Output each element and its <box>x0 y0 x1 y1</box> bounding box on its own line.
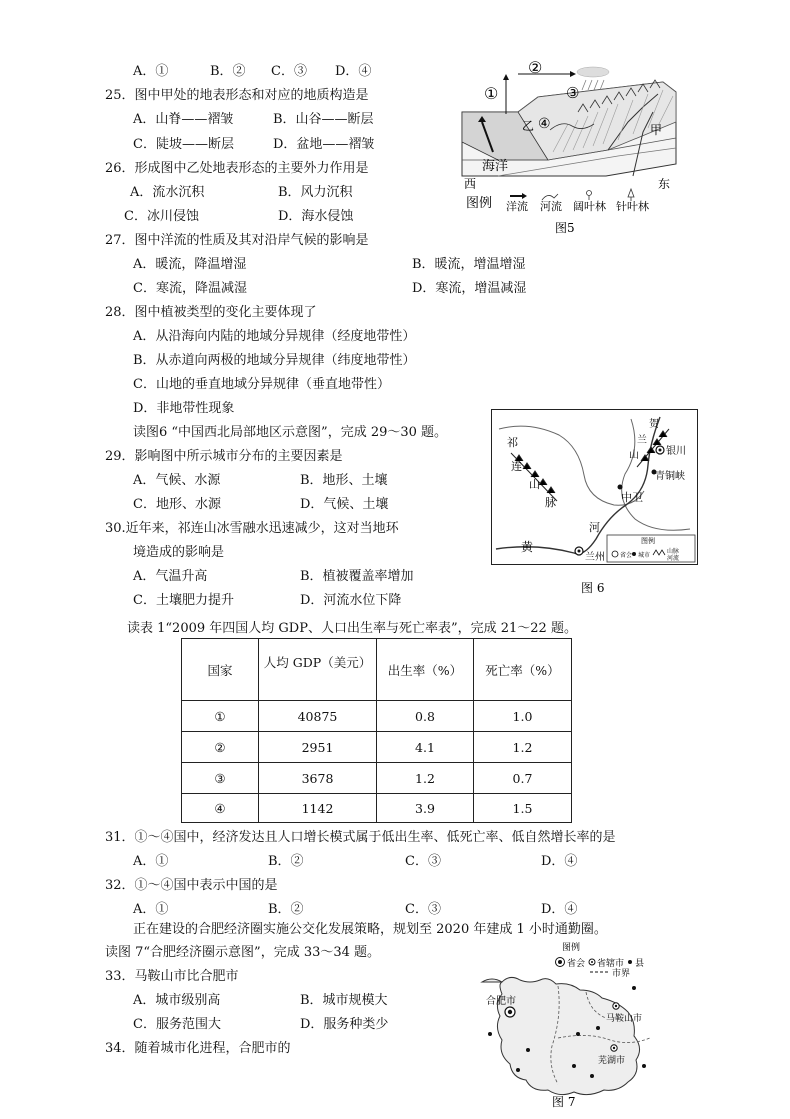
fig5-ocean: 海洋 <box>482 159 509 174</box>
fig6-city-lanzhou: 兰州 <box>585 552 605 563</box>
q25-option-b: B．山谷——断层 <box>273 112 374 127</box>
fig6-legend-mountain: 山脉 <box>667 548 680 555</box>
table-cell: 0.8 <box>377 701 474 732</box>
table-cell: 1.2 <box>474 732 572 763</box>
q27-option-d: D．寒流，增温减湿 <box>412 281 527 296</box>
table-cell: 1142 <box>259 794 377 823</box>
table-cell: ② <box>182 732 259 763</box>
fig7-legend-title: 图例 <box>562 943 581 953</box>
table-header: 出生率（%） <box>377 639 474 701</box>
fig6-intro: 读图6 “中国西北局部地区示意图”，完成 29～30 题。 <box>133 425 448 440</box>
fig6-city-zhongwei: 中卫 <box>621 491 643 504</box>
q24-option-d: D．④ <box>335 64 372 79</box>
table-header-row <box>182 639 572 701</box>
q25-option-d: D．盆地——褶皱 <box>273 137 375 152</box>
q25-option-a: A．山脊——褶皱 <box>133 112 234 127</box>
fig5-legend-river: 河流 <box>540 200 562 213</box>
table-header: 国家 <box>182 639 259 701</box>
q27-option-a: A．暖流，降温增湿 <box>133 257 247 272</box>
fig7-city-maanshan: 马鞍山市 <box>606 1014 643 1024</box>
q30-option-c: C．土壤肥力提升 <box>133 593 234 608</box>
q28-option-c: C．山地的垂直地域分异规律（垂直地带性） <box>133 377 390 392</box>
q34-stem: 34．随着城市化进程，合肥市的 <box>105 1041 291 1056</box>
q33-stem: 33．马鞍山市比合肥市 <box>105 969 239 984</box>
figure-6 <box>491 409 701 599</box>
q25-stem: 25．图中甲处的地表形态和对应的地质构造是 <box>105 88 369 103</box>
fig5-mark-2: ② <box>528 58 543 77</box>
q29-option-b: B．地形、土壤 <box>300 473 388 488</box>
q25-option-c: C．陡坡——断层 <box>133 137 234 152</box>
q32-option-b: B．② <box>268 902 304 917</box>
q32-stem: 32．①～④国中表示中国的是 <box>105 878 278 893</box>
table-cell: 4.1 <box>377 732 474 763</box>
q26-stem: 26．形成图中乙处地表形态的主要外力作用是 <box>105 161 369 176</box>
fig6-helan-2: 兰 <box>637 435 647 446</box>
table-cell: ③ <box>182 763 259 794</box>
q24-option-c: C．③ <box>271 64 307 79</box>
table-row <box>182 763 572 794</box>
fig6-helan-1: 贺 <box>649 419 659 430</box>
table-row <box>182 701 572 732</box>
fig6-qilian-1: 祁 <box>507 436 518 449</box>
fig7-city-wuhu: 芜湖市 <box>598 1056 626 1066</box>
q26-option-a: A．流水沉积 <box>130 185 205 200</box>
fig5-yi: 乙 <box>522 119 535 133</box>
q30-option-b: B．植被覆盖率增加 <box>300 569 414 584</box>
fig5-mark-1: ① <box>484 84 499 103</box>
fig7-legend-city-icon <box>589 959 595 965</box>
q28-option-d: D．非地带性现象 <box>133 401 235 416</box>
fig7-legend-capital-icon <box>556 958 565 967</box>
table-row <box>182 794 572 823</box>
table-cell: 0.7 <box>474 763 572 794</box>
q28-stem: 28．图中植被类型的变化主要体现了 <box>105 305 317 320</box>
table-cell: 1.5 <box>474 794 572 823</box>
fig5-legend-current: 洋流 <box>506 200 528 213</box>
table-1 <box>181 638 572 823</box>
q24-option-a: A．① <box>133 64 169 79</box>
fig7-legend-county: 县 <box>635 959 645 969</box>
table-cell: 3.9 <box>377 794 474 823</box>
fig6-helan-3: 山 <box>629 450 639 461</box>
q31-option-c: C．③ <box>405 854 441 869</box>
fig5-jia: 甲 <box>650 123 663 137</box>
q28-option-b: B．从赤道向两极的地域分异规律（纬度地带性） <box>133 353 416 368</box>
fig5-legend-current-icon <box>510 193 527 199</box>
fig6-legend-capital: 省会 <box>620 552 633 559</box>
fig5-caption: 图5 <box>555 221 575 234</box>
fig6-legend-city: 城市 <box>638 552 651 559</box>
q30-option-a: A．气温升高 <box>133 569 208 584</box>
fig5-mark-3: ③ <box>566 84 580 102</box>
q33-option-b: B．城市规模大 <box>300 993 388 1008</box>
figure-5 <box>458 52 688 234</box>
table-intro: 读表 1“2009 年四国人均 GDP、人口出生率与死亡率表”，完成 21～22 题。 <box>127 621 577 636</box>
fig5-legend-title: 图例 <box>466 196 493 211</box>
fig5-legend-broadleaf-icon <box>587 191 592 201</box>
table-cell: 2951 <box>259 732 377 763</box>
q33-option-a: A．城市级别高 <box>133 993 221 1008</box>
q28-option-a: A．从沿海向内陆的地域分异规律（经度地带性） <box>133 329 416 344</box>
table-header: 死亡率（%） <box>474 639 572 701</box>
q30-option-d: D．河流水位下降 <box>300 593 402 608</box>
fig5-mark-4: ④ <box>538 116 551 132</box>
q33-option-d: D．服务种类少 <box>300 1017 389 1032</box>
table-cell: 3678 <box>259 763 377 794</box>
q31-option-d: D．④ <box>541 854 578 869</box>
fig6-city-qingtongxia: 青铜峡 <box>655 471 685 482</box>
table-cell: 40875 <box>259 701 377 732</box>
fig6-city-yinchuan: 银川 <box>666 446 686 457</box>
fig5-east: 东 <box>658 177 671 191</box>
fig5-legend-broadleaf: 阔叶林 <box>573 200 606 213</box>
q26-option-d: D．海水侵蚀 <box>278 209 354 224</box>
fig5-legend-conifer: 针叶林 <box>616 200 649 213</box>
fig6-qilian-3: 山 <box>529 478 540 491</box>
q33-option-c: C．服务范围大 <box>133 1017 221 1032</box>
q27-stem: 27．图中洋流的性质及其对沿岸气候的影响是 <box>105 233 369 248</box>
fig7-legend-county-icon <box>628 960 632 964</box>
q31-option-b: B．② <box>268 854 304 869</box>
table-header: 人均 GDP（美元） <box>259 639 377 701</box>
fig6-qilian-2: 连 <box>511 460 522 473</box>
q29-option-a: A．气候、水源 <box>133 473 221 488</box>
q26-option-c: C．冰川侵蚀 <box>124 209 199 224</box>
fig7-legend-city: 省辖市 <box>597 959 625 969</box>
q32-option-a: A．① <box>133 902 169 917</box>
fig7-caption: 图 7 <box>552 1095 576 1109</box>
q31-stem: 31．①～④国中，经济发达且人口增长模式属于低出生率、低死亡率、低自然增长率的是 <box>105 830 616 845</box>
q26-option-b: B．风力沉积 <box>278 185 353 200</box>
fig6-legend-capital-icon <box>612 551 618 557</box>
q27-option-c: C．寒流，降温减湿 <box>133 281 247 296</box>
table-cell: ④ <box>182 794 259 823</box>
table-row <box>182 732 572 763</box>
fig7-city-hefei: 合肥市 <box>486 996 516 1007</box>
fig6-river-he: 河 <box>589 521 600 534</box>
fig7-intro: 读图 7“合肥经济圈示意图”，完成 33～34 题。 <box>105 945 381 960</box>
fig7-paragraph: 正在建设的合肥经济圈实施公交化发展策略，规划至 2020 年建成 1 小时通勤圈。 <box>133 922 607 937</box>
fig6-legend-city-icon <box>632 552 636 556</box>
q32-option-d: D．④ <box>541 902 578 917</box>
q29-option-d: D．气候、土壤 <box>300 497 389 512</box>
fig6-legend-title: 图例 <box>641 537 655 545</box>
fig5-west: 西 <box>464 177 477 191</box>
table-cell: 1.2 <box>377 763 474 794</box>
fig6-qilian-4: 脉 <box>545 496 556 509</box>
q29-option-c: C．地形、水源 <box>133 497 221 512</box>
table-cell: ① <box>182 701 259 732</box>
fig6-caption: 图 6 <box>581 581 605 595</box>
q32-option-c: C．③ <box>405 902 441 917</box>
q29-stem: 29．影响图中所示城市分布的主要因素是 <box>105 449 343 464</box>
fig7-legend-capital: 省会 <box>567 959 586 969</box>
fig6-river-huang: 黄 <box>521 540 534 554</box>
figure-7 <box>466 938 662 1114</box>
q30-stem-line2: 境造成的影响是 <box>133 545 225 560</box>
q31-option-a: A．① <box>133 854 169 869</box>
fig6-legend-river: 河流 <box>667 555 680 562</box>
q27-option-b: B．暖流，增温增湿 <box>412 257 526 272</box>
q30-stem-line1: 30.近年来，祁连山冰雪融水迅速减少，这对当地环 <box>105 521 399 536</box>
q24-option-b: B．② <box>210 64 246 79</box>
table-cell: 1.0 <box>474 701 572 732</box>
fig7-legend-border: 市界 <box>612 969 631 979</box>
